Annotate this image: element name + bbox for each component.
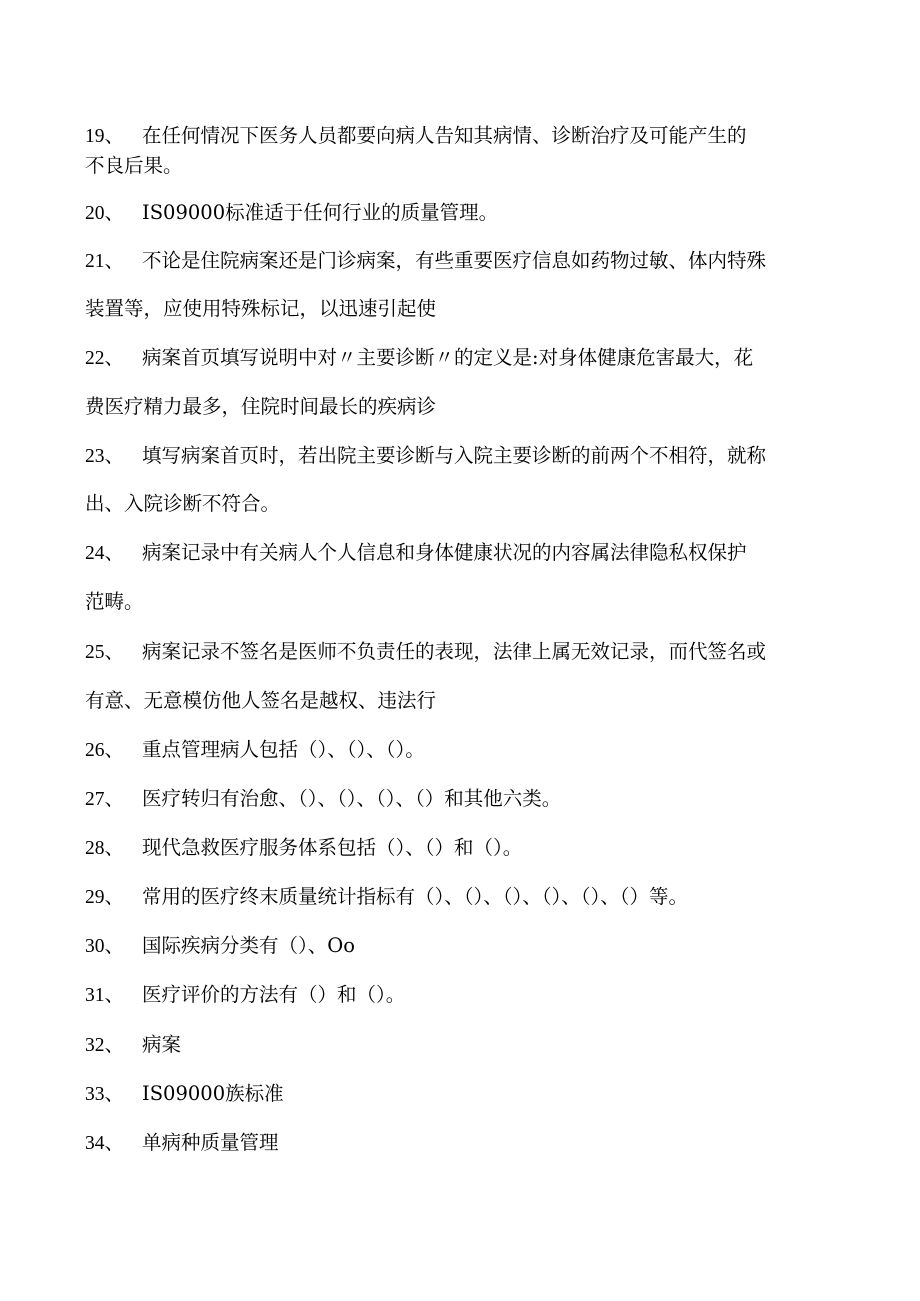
question-text: 重点管理病人包括（）、（）、（）。 [142, 738, 425, 761]
question-line [85, 689, 436, 713]
question-line [85, 590, 144, 614]
question-line [85, 201, 498, 226]
question-text: IS09000族标准 [142, 1082, 284, 1105]
question-text: 病案首页填写说明中对〃主要诊断〃的定义是:对身体健康危害最大，花 [142, 346, 754, 369]
question-text: 医疗评价的方法有（）和（）。 [142, 983, 406, 1006]
question-line [85, 124, 747, 149]
question-line [85, 983, 405, 1008]
question-text: 装置等，应使用特殊标记，以迅速引起使 [85, 297, 437, 320]
question-line [85, 492, 280, 516]
question-line [85, 1131, 279, 1156]
question-number: 23、 [85, 446, 125, 467]
question-text: 有意、无意模仿他人签名是越权、违法行 [85, 689, 437, 712]
question-text: 现代急救医疗服务体系包括（）、（）和（）。 [142, 836, 523, 859]
question-text: 费医疗精力最多，住院时间最长的疾病诊 [85, 395, 437, 418]
question-number: 29、 [85, 887, 125, 908]
question-number: 28、 [85, 838, 125, 859]
question-number: 33、 [85, 1084, 125, 1105]
question-line [85, 1082, 284, 1107]
question-line [85, 444, 766, 469]
question-number: 31、 [85, 985, 125, 1006]
question-text: 病案记录不签名是医师不负责任的表现，法律上属无效记录，而代签名或 [142, 640, 767, 663]
question-line [85, 395, 436, 419]
question-number: 34、 [85, 1133, 125, 1154]
question-text: 常用的医疗终末质量统计指标有（）、（）、（）、（）、（）、（）等。 [142, 885, 689, 908]
question-text: 医疗转归有治愈、（）、（）、（）、（）和其他六类。 [142, 787, 562, 810]
question-line [85, 640, 766, 665]
question-text: 不良后果。 [85, 154, 183, 177]
question-line [85, 934, 355, 959]
question-number: 30、 [85, 936, 125, 957]
question-text: 病案 [142, 1033, 182, 1056]
question-line [85, 541, 747, 566]
question-number: 25、 [85, 642, 125, 663]
question-number: 21、 [85, 251, 125, 272]
question-line [85, 738, 425, 763]
question-text: 在任何情况下医务人员都要向病人告知其病情、诊断治疗及可能产生的 [142, 124, 747, 147]
question-line [85, 154, 183, 178]
question-line [85, 249, 766, 274]
question-line [85, 787, 561, 812]
question-text: IS09000标准适于任何行业的质量管理。 [142, 201, 499, 224]
question-text: 不论是住院病案还是门诊病案，有些重要医疗信息如药物过敏、体内特殊 [142, 249, 767, 272]
question-number: 19、 [85, 126, 125, 147]
question-text: 单病种质量管理 [142, 1131, 279, 1154]
question-line [85, 1033, 181, 1058]
question-number: 24、 [85, 543, 125, 564]
question-number: 27、 [85, 789, 125, 810]
question-number: 32、 [85, 1035, 125, 1056]
question-line [85, 346, 753, 371]
question-line [85, 836, 522, 861]
question-number: 22、 [85, 348, 125, 369]
question-line [85, 297, 436, 321]
question-text: 填写病案首页时，若出院主要诊断与入院主要诊断的前两个不相符，就称 [142, 444, 767, 467]
question-text: 范畴。 [85, 590, 144, 613]
question-number: 26、 [85, 740, 125, 761]
question-text: 病案记录中有关病人个人信息和身体健康状况的内容属法律隐私权保护 [142, 541, 747, 564]
question-number: 20、 [85, 203, 125, 224]
question-text: 出、入院诊断不符合。 [85, 492, 281, 515]
question-line [85, 885, 688, 910]
question-text: 国际疾病分类有（）、Oo [142, 934, 355, 957]
